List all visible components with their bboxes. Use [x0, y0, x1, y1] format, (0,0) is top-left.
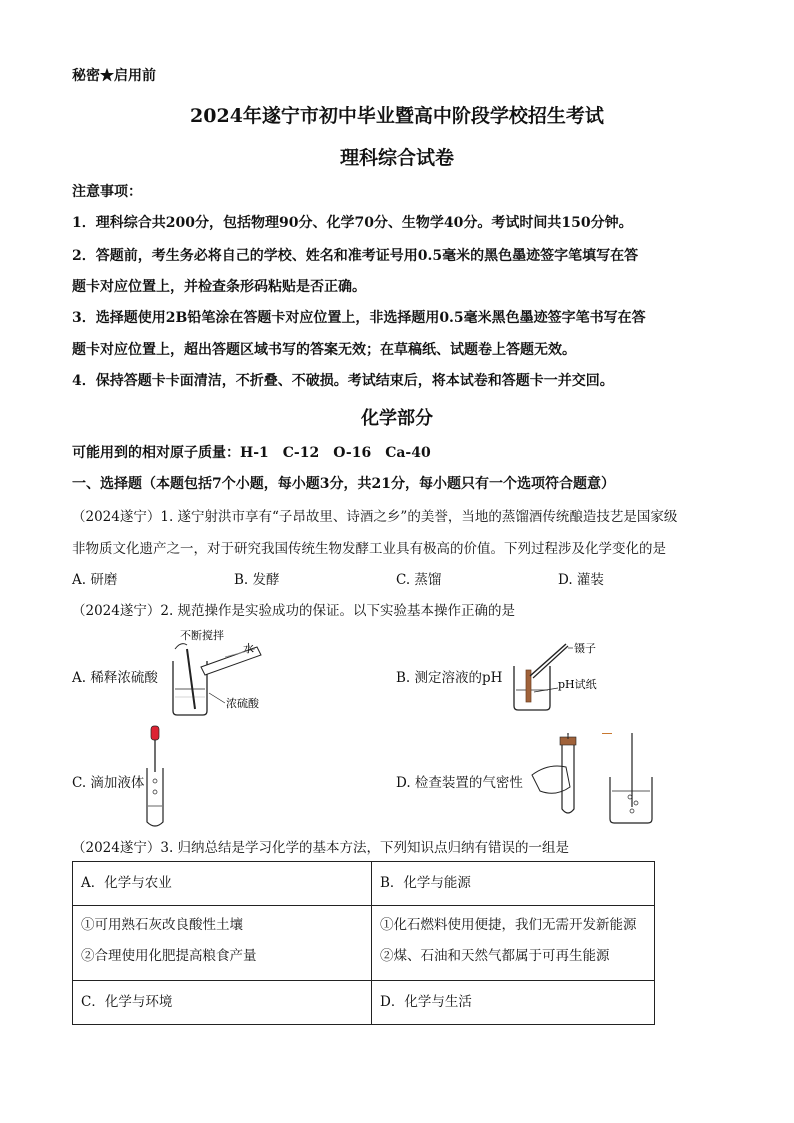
q2-option-b[interactable]: B. 测定溶液的pH	[396, 670, 503, 686]
notice-heading: 注意事项：	[72, 184, 142, 200]
label-tweezers: 镊子	[574, 642, 596, 655]
q1-stem-line2: 非物质文化遗产之一，对于研究我国传统生物发酵工业具有极高的价值。下列过程涉及化学变化的是	[72, 541, 666, 557]
q3-knowledge-table	[72, 861, 655, 1025]
label-conc-acid: 浓硫酸	[226, 697, 259, 710]
b-item-2: ②煤、石油和天然气都属于可再生能源	[380, 948, 610, 964]
q1-option-b[interactable]: B. 发酵	[234, 572, 280, 588]
cell-b-title: B．化学与能源	[372, 862, 655, 906]
q1-option-c[interactable]: C. 蒸馏	[396, 572, 442, 588]
atomic-masses: 可能用到的相对原子质量：H-1 C-12 O-16 Ca-40	[72, 445, 431, 461]
q2-stem: （2024遂宁）2. 规范操作是实验成功的保证。以下实验基本操作正确的是	[72, 603, 516, 619]
figure-airtight-check	[528, 733, 656, 825]
figure-dilute-acid	[165, 627, 275, 719]
a-item-2: ②合理使用化肥提高粮食产量	[81, 948, 257, 964]
cell-d-title: D．化学与生活	[372, 981, 655, 1025]
q2-option-c[interactable]: C. 滴加液体	[72, 775, 145, 791]
q2-option-a[interactable]: A. 稀释浓硫酸	[72, 670, 158, 686]
secret-label: 秘密★启用前	[72, 68, 156, 84]
cell-c-title: C．化学与环境	[73, 981, 372, 1025]
exam-title: 2024年遂宁市初中毕业暨高中阶段学校招生考试	[190, 105, 604, 127]
notice-line: 2．答题前，考生务必将自己的学校、姓名和准考证号用0.5毫米的黑色墨迹签字笔填写在答	[72, 248, 639, 264]
label-water: 水	[243, 642, 254, 655]
cell-a-title: A．化学与农业	[73, 862, 372, 906]
notice-line: 题卡对应位置上，并检查条形码粘贴是否正确。	[72, 279, 366, 295]
notice-line: 题卡对应位置上，超出答题区域书写的答案无效；在草稿纸、试题卷上答题无效。	[72, 342, 576, 358]
label-stir: 不断搅拌	[180, 629, 224, 642]
label-ph-paper: pH试纸	[558, 678, 597, 691]
q2-option-d[interactable]: D. 检查装置的气密性	[396, 775, 523, 791]
figure-ph-test	[508, 636, 608, 714]
notice-line: 1．理科综合共200分，包括物理90分、化学70分、生物学40分。考试时间共150分钟。	[72, 215, 633, 231]
figure-dropper	[140, 724, 170, 830]
a-item-1: ①可用熟石灰改良酸性土壤	[81, 917, 243, 933]
b-item-1: ①化石燃料使用便捷，我们无需开发新能源	[380, 917, 637, 933]
notice-line: 3．选择题使用2B铅笔涂在答题卡对应位置上，非选择题用0.5毫米黑色墨迹签字笔书写在答	[72, 310, 646, 326]
cell-a-items	[73, 906, 372, 981]
exam-subtitle: 理科综合试卷	[339, 147, 454, 169]
q1-option-d[interactable]: D. 灌装	[558, 572, 604, 588]
q1-stem-line1: （2024遂宁）1. 遂宁射洪市享有“子昂故里、诗酒之乡”的美誉，当地的蒸馏酒传统酿造技艺是国家级	[72, 509, 678, 525]
notice-line: 4．保持答题卡卡面清洁，不折叠、不破损。考试结束后，将本试卷和答题卡一并交回。	[72, 373, 614, 389]
section-title: 化学部分	[361, 408, 433, 429]
q1-option-a[interactable]: A. 研磨	[72, 572, 118, 588]
q3-stem: （2024遂宁）3. 归纳总结是学习化学的基本方法，下列知识点归纳有错误的一组是	[72, 840, 570, 856]
part-one-heading: 一、选择题（本题包括7个小题，每小题3分，共21分，每小题只有一个选项符合题意）	[72, 476, 615, 492]
cell-b-items	[372, 906, 655, 981]
